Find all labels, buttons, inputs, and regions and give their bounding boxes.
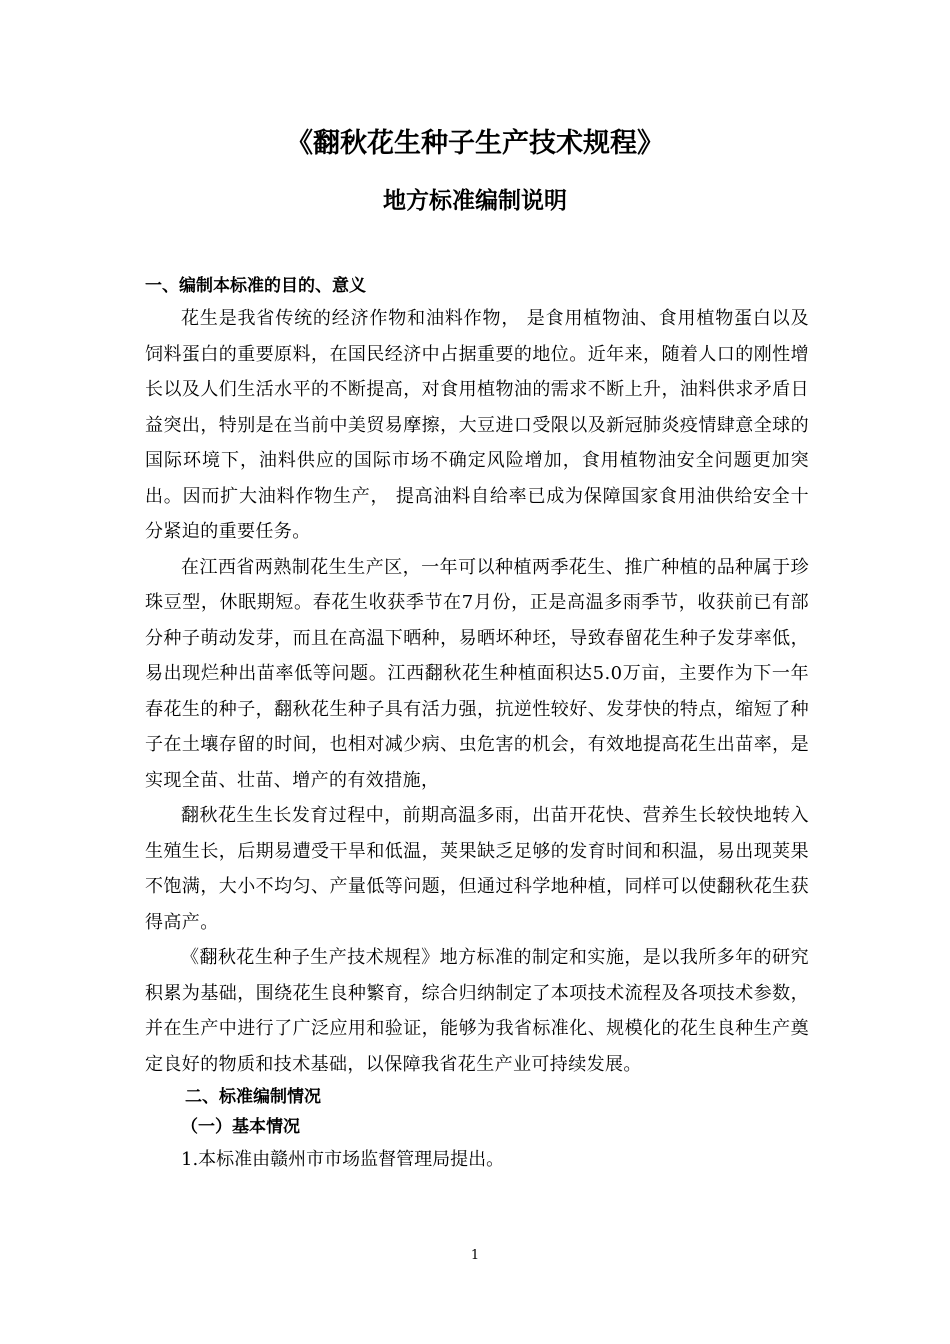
document-title: 《翻秋花生种子生产技术规程》: [286, 128, 664, 159]
subsection-heading-basic-info: （一）基本情况: [181, 1117, 300, 1137]
paragraph: 花生是我省传统的经济作物和油料作物， 是食用植物油、食用植物蛋白以及饲料蛋白的重要原料，在国民经济中占据重要的地位。近年来，随着人口的刚性增长以及人们生活水平的不断提高，对食用植物油的需求不断上升，油料供求矛盾日益突出，特别是在当前中美贸易摩擦，大豆进口受限以及新冠肺炎疫情肆意全球的国际环境下，油料供应的国际市场不确定风险增加，食用植物油安全问题更加突出。因而扩大油料作物生产， 提高油料自给率已成为保障国家食用油供给安全十分紧迫的重要任务。: [145, 308, 809, 542]
paragraph: 在江西省两熟制花生生产区，一年可以种植两季花生、推广种植的品种属于珍珠豆型，休眠期短。春花生收获季节在7月份，正是高温多雨季节，收获前已有部分种子萌动发芽，而且在高温下晒种，易晒坏种坯，导致春留花生种子发芽率低，易出现烂种出苗率低等问题。江西翻秋花生种植面积达5.0万亩，主要作为下一年春花生的种子，翻秋花生种子具有活力强，抗逆性较好、发芽快的特点，缩短了种子在土壤存留的时间，也相对减少病、虫危害的机会，有效地提高花生出苗率，是实现全苗、壮苗、增产的有效措施，: [145, 556, 809, 791]
section-heading-preparation: 二、标准编制情况: [185, 1087, 321, 1107]
list-item: 1.本标准由赣州市市场监督管理局提出。: [181, 1149, 505, 1170]
paragraph: 《翻秋花生种子生产技术规程》地方标准的制定和实施，是以我所多年的研究积累为基础，围绕花生良种繁育，综合归纳制定了本项技术流程及各项技术参数，并在生产中进行了广泛应用和验证，能够为我省标准化、规模化的花生良种生产奠定良好的物质和技术基础，以保障我省花生产业可持续发展。: [145, 947, 809, 1075]
document-subtitle: 地方标准编制说明: [383, 188, 567, 214]
paragraph: 翻秋花生生长发育过程中，前期高温多雨，出苗开花快、营养生长较快地转入生殖生长，后期易遭受干旱和低温，荚果缺乏足够的发育时间和积温，易出现荚果不饱满，大小不均匀、产量低等问题，但通过科学地种植，同样可以使翻秋花生获得高产。: [145, 805, 809, 933]
page-number: 1: [470, 1248, 480, 1263]
section-heading-purpose: 一、编制本标准的目的、意义: [145, 276, 366, 296]
document-body: [145, 271, 809, 1177]
